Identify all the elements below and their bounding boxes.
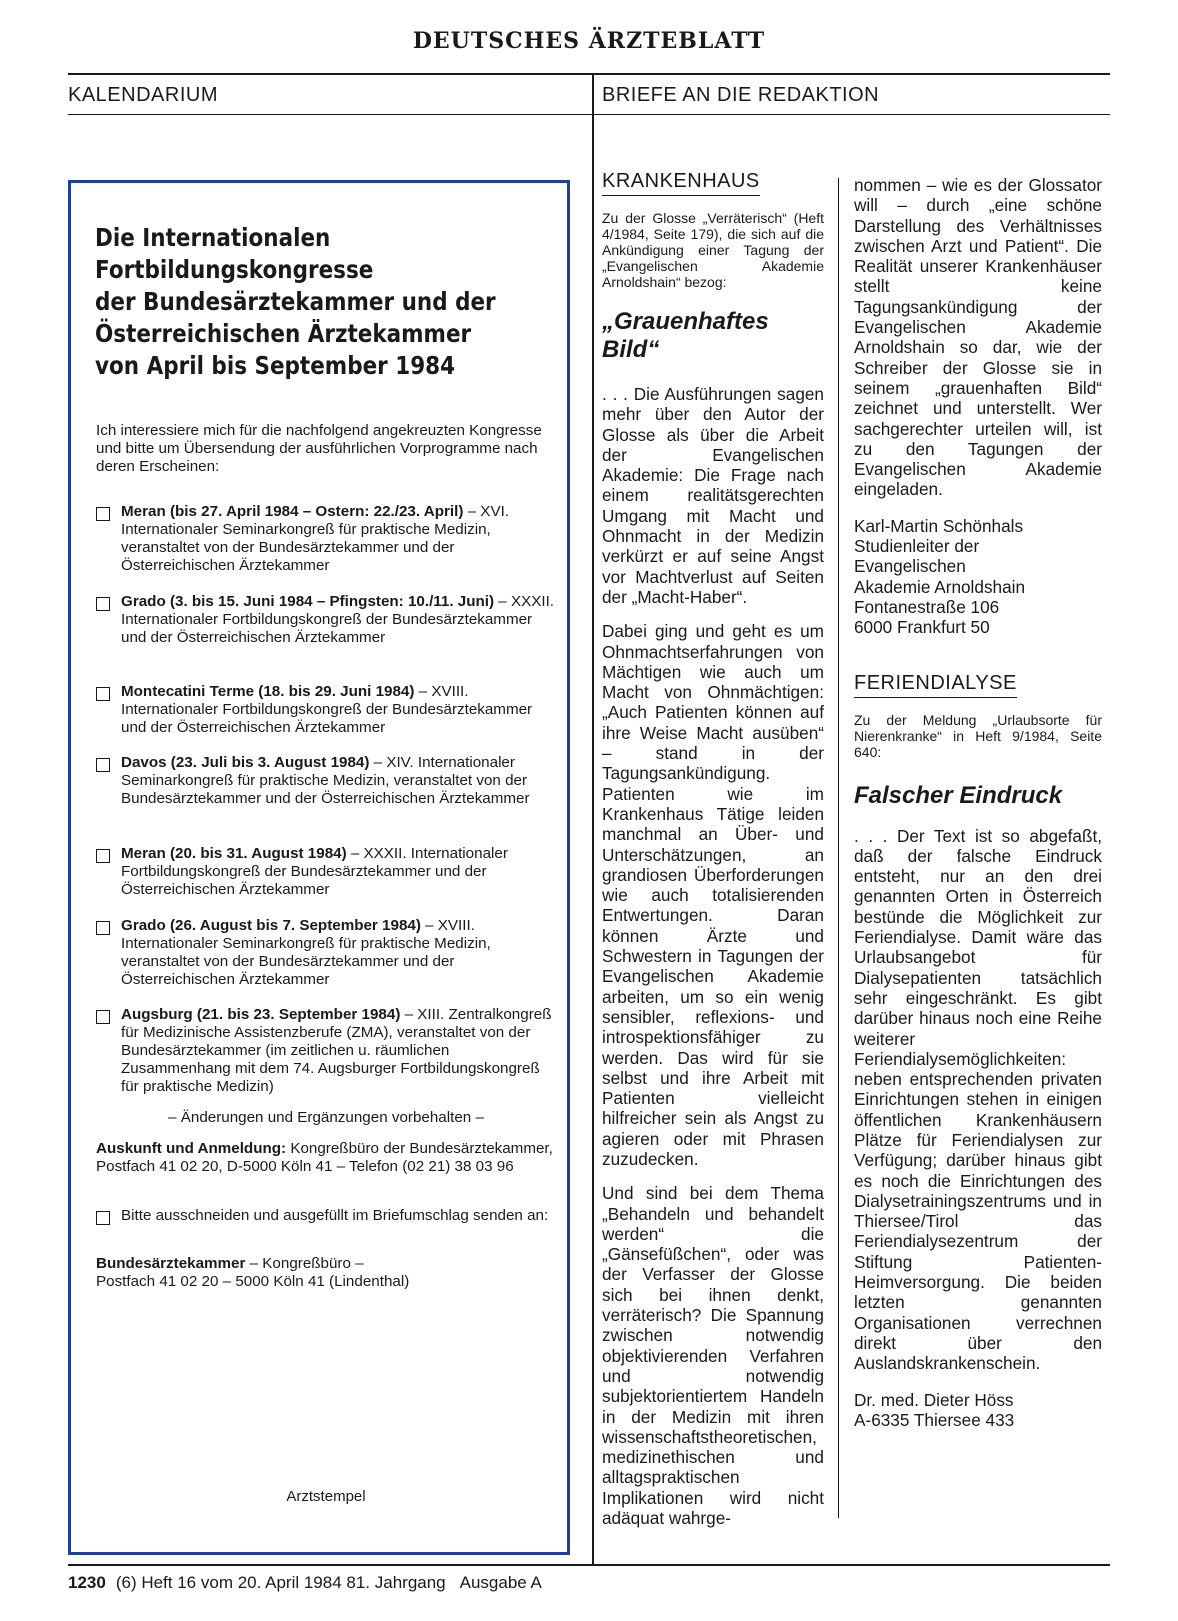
send-instruction-text: Bitte ausschneiden und ausgefüllt im Briefumschlag senden an:: [121, 1207, 549, 1224]
option-title: Meran (bis 27. April 1984 – Ostern: 22./23. April): [121, 503, 464, 520]
option-text: – XVIII. Internationaler Fortbildungskongreß der Bundesärztekammer und der Österreichischen Ärztekammer: [121, 683, 533, 736]
paragraph: Und sind bei dem Thema „Behandeln und behandelt werden“ die „Gänsefüßchen“, oder was der Verfasser der Glosse sich bei ihnen denkt, verräterisch? Die Spannung zwischen notwendig objektivierenden Verfahren und notwendig subjektorientiertem Handeln in der Medizin mit ihren wissenschaftstheoretischen, medizinethischen und alltagspraktischen Implikationen wird nicht adäquat wahrge-: [602, 1183, 824, 1529]
section-rule: [68, 114, 1110, 115]
column-divider: [592, 74, 594, 1564]
top-rule: [68, 73, 1110, 75]
page-number: 1230: [68, 1573, 106, 1592]
edition: Ausgabe A: [459, 1573, 542, 1592]
section-heading-left: KALENDARIUM: [68, 84, 218, 106]
option-title: Meran (20. bis 31. August 1984): [121, 845, 347, 862]
checkbox[interactable]: [96, 849, 110, 863]
letter-signature: Dr. med. Dieter Höss A-6335 Thiersee 433: [854, 1389, 1015, 1430]
checkbox[interactable]: [96, 1010, 110, 1024]
option-title: Grado (3. bis 15. Juni 1984 – Pfingsten: 10./11. Juni): [121, 593, 495, 610]
checkbox[interactable]: [96, 921, 110, 935]
letter-body: . . . Der Text ist so abgefaßt, daß der falsche Eindruck entsteht, nur an den drei genannten Orten in Österreich bestünde die Möglichkeit zur Feriendialyse. Damit wäre das Urlaubsangebot für Dialysepatienten tatsächlich sehr eingeschränkt. Es gibt darüber hinaus noch eine Reihe weiterer Feriendialysemöglichkeiten: neben entsprechenden privaten Einrichtungen stehen in einigen öffentlichen Krankenhäusern Plätze für Feriendialysen zur Verfügung; darüber hinaus gibt es noch die Einrichtungen des Dialysetrainingszentrums und in Thiersee/Tirol das Feriendialysezentrum der Stiftung Patienten-Heimversorgung. Die beiden letzten genannten Organisationen verrechnen direkt über den Auslandskrankenschein.: [854, 825, 1102, 1374]
form-intro: Ich interessiere mich für die nachfolgend angekreuzten Kongresse und bitte um Übersendung der ausführlichen Vorprogramme nach deren Erscheinen:: [96, 422, 542, 475]
option-text: – XXXII. Internationaler Fortbildungskongreß der Bundesärztekammer und der Österreichischen Ärztekammer: [121, 845, 508, 898]
checkbox[interactable]: [96, 687, 110, 701]
section-heading-right: BRIEFE AN DIE REDAKTION: [602, 84, 880, 106]
checkbox[interactable]: [96, 1211, 110, 1225]
recipient-dept: – Kongreßbüro –: [245, 1255, 364, 1272]
letter-body: [602, 384, 824, 1528]
doctor-stamp-label: Arztstempel: [286, 1488, 366, 1505]
option-text: – XIII. Zentralkongreß für Medizinische Assistenzberufe (ZMA), veranstaltet von der Bundesärztekammer (im zeitlichen u. räumlichen Zusammenhang mit dem 74. Augsburger Fortbildungskongreß für praktische Medizin): [121, 1006, 552, 1095]
option-text: – XIV. Internationaler Seminarkongreß für praktische Medizin, veranstaltet von der Bundesärztekammer und der Österreichischen Ärztekammer: [121, 754, 530, 807]
paragraph: . . . Die Ausführungen sagen mehr über den Autor der Glosse als über die Arbeit der Evangelischen Akademie: Die Frage nach einem realitätsgerechten Umgang mit Macht und Ohnmacht in der Medizin verkürzt er auf seine Angst vor Machtverlust auf Seiten der „Macht-Haber“.: [602, 384, 824, 607]
option-title: Montecatini Terme (18. bis 29. Juni 1984): [121, 683, 415, 700]
letter-heading: KRANKENHAUS: [602, 170, 760, 196]
recipient-postal: Postfach 41 02 20 – 5000 Köln 41 (Lindenthal): [96, 1273, 410, 1290]
option-title: Grado (26. August bis 7. September 1984): [121, 917, 421, 934]
option-title: Augsburg (21. bis 23. September 1984): [121, 1006, 401, 1023]
letter-heading: FERIENDIALYSE: [854, 672, 1017, 698]
contact-label: Auskunft und Anmeldung:: [96, 1140, 287, 1157]
option-text: – XVIII. Internationaler Seminarkongreß für praktische Medizin, veranstaltet von der Bundesärztekammer und der Österreichischen Ärztekammer: [121, 917, 491, 988]
letter-continuation: nommen – wie es der Glossator will – durch „eine schöne Darstellung des Verhältnisses zwischen Arzt und Patient“. Die Realität unserer Krankenhäuser stellt keine Tagungsankündigung der Evangelischen Akademie Arnoldshain so dar, wie der Schreiber der Glosse sie in seinem „grauenhaften Bild“ zeichnet und unterstellt. Wer sachgerechter urteilen will, ist zu den Tagungen der Evangelischen Akademie eingeladen.: [854, 175, 1102, 500]
page-footer: [68, 1573, 542, 1593]
form-title: Die Internationalen Fortbildungskongresse der Bundesärztekammer und der Österreichischen Ärztekammer von April bis September 1984: [95, 223, 496, 380]
letter-title: „Grauenhaftes Bild“: [602, 308, 769, 363]
paragraph: Dabei ging und geht es um Ohnmachtserfahrungen von Mächtigen wie auch um Macht von Ohnmächtigen: „Auch Patienten können auf ihre Weise Macht ausüben“ – stand in der Tagungsankündigung. Patienten wie im Krankenhaus Tätige leiden manchmal an Über- und Unterschätzungen, an grandiosen Überforderungen wie auch totalisierenden Entwertungen. Daran können Ärzte und Schwestern in Tagungen der Evangelischen Akademie arbeiten, um so ein wenig sensibler, reflexions- und introspektionsfähiger zu werden. Das wird für sie selbst und ihre Arbeit mit Patienten vielleicht hilfreicher sein als Angst zu agieren oder mit Phrasen zuzudecken.: [602, 621, 824, 1169]
checkbox[interactable]: [96, 758, 110, 772]
contact-text: Kongreßbüro der Bundesärztekammer, Postfach 41 02 20, D-5000 Köln 41 – Telefon (02 21) 38 03 96: [96, 1140, 553, 1175]
letter-title: Falscher Eindruck: [854, 781, 1063, 809]
issue-info: (6) Heft 16 vom 20. April 1984 81. Jahrgang: [115, 1573, 446, 1592]
masthead: DEUTSCHES ÄRZTEBLATT: [412, 28, 766, 54]
contact-info: [96, 1140, 556, 1176]
checkbox[interactable]: [96, 597, 110, 611]
column-divider: [838, 178, 839, 1518]
letter-intro: Zu der Glosse „Verräterisch“ (Heft 4/1984, Seite 179), die sich auf die Ankündigung einer Tagung der „Evangelischen Akademie Arnoldshain“ bezog:: [602, 210, 824, 290]
recipient-address: [96, 1255, 556, 1291]
changes-note: – Änderungen und Ergänzungen vorbehalten –: [168, 1109, 484, 1126]
letter-signature: Karl-Martin Schönhals Studienleiter der Evangelischen Akademie Arnoldshain Fontanestraße 106 6000 Frankfurt 50: [854, 515, 1026, 638]
option-title: Davos (23. Juli bis 3. August 1984): [121, 754, 370, 771]
option-text: – XVI. Internationaler Seminarkongreß für praktische Medizin, veranstaltet von der Bundesärztekammer und der Österreichischen Ärztekammer: [121, 503, 510, 574]
letter-krankenhaus: [602, 170, 824, 1528]
checkbox[interactable]: [96, 507, 110, 521]
recipient-name: Bundesärztekammer: [96, 1255, 246, 1272]
letter-intro: Zu der Meldung „Urlaubsorte für Nierenkranke“ in Heft 9/1984, Seite 640:: [854, 711, 1102, 760]
letter-column-right: [854, 175, 1102, 1430]
footer-rule: [68, 1564, 1110, 1566]
option-text: – XXXII. Internationaler Fortbildungskongreß der Bundesärztekammer und der Österreichischen Ärztekammer: [121, 593, 555, 646]
